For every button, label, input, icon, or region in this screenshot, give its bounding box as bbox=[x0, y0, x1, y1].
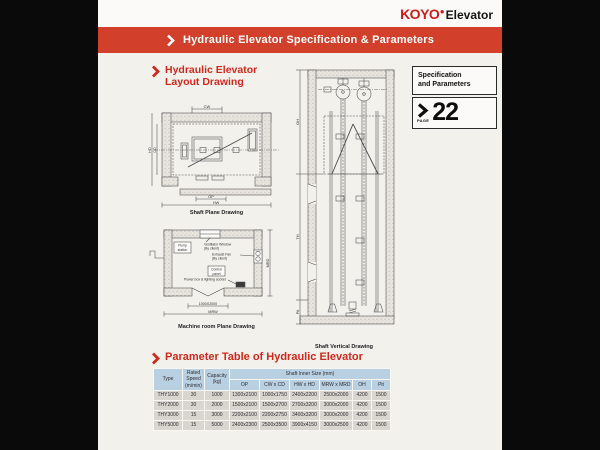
chevron-right-icon bbox=[166, 34, 175, 47]
cell-hwhd: 2700x3200 bbox=[290, 401, 319, 410]
col-header-speed: Rated Speed (m/min) bbox=[183, 369, 204, 390]
ventilator-label-1: Ventilator Window bbox=[204, 242, 232, 247]
page-number: 22 bbox=[432, 98, 459, 127]
table-row bbox=[154, 421, 390, 430]
shaft-vertical-figure bbox=[288, 66, 400, 342]
dim-oh-label: OH bbox=[294, 119, 300, 125]
cell-op: 1300x2100 bbox=[230, 391, 259, 400]
cell-capacity: 3000 bbox=[205, 411, 229, 420]
banner-title: Hydraulic Elevator Specification & Parameters bbox=[182, 34, 435, 46]
cell-oh: 4200 bbox=[353, 401, 371, 410]
page-label: PAGE bbox=[417, 117, 430, 123]
col-header-capacity: Capacity (kg) bbox=[205, 369, 229, 390]
dim-op-label: OP bbox=[208, 194, 214, 199]
logo-suffix-text: Elevator bbox=[445, 8, 493, 22]
cell-pit: 1500 bbox=[372, 391, 390, 400]
cell-pit: 1500 bbox=[372, 421, 390, 430]
shaft-vertical-drawing bbox=[288, 66, 400, 350]
parameter-table bbox=[153, 368, 391, 431]
dim-mrd-label: MRD bbox=[266, 258, 270, 268]
dim-mrw-label: MRW bbox=[208, 309, 218, 314]
page-chevron-icon bbox=[417, 103, 429, 118]
cell-capacity: 1000 bbox=[205, 391, 229, 400]
cell-mrwmrd: 2500x2000 bbox=[320, 391, 352, 400]
shaft-plane-drawing bbox=[148, 103, 285, 216]
spec-box-line1: Specification bbox=[418, 72, 462, 79]
cell-op: 2400x2300 bbox=[230, 421, 259, 430]
col-header-op: OP bbox=[230, 380, 259, 390]
dim-cw-label: CW bbox=[203, 103, 211, 109]
section-arrow-icon bbox=[151, 352, 160, 365]
cell-speed: 30 bbox=[183, 401, 204, 410]
cell-oh: 4200 bbox=[353, 421, 371, 430]
cell-cwcd: 2500x3500 bbox=[260, 421, 289, 430]
cell-op: 1500x2100 bbox=[230, 401, 259, 410]
col-header-type: Type bbox=[154, 369, 182, 390]
control-panel-label-2: panel bbox=[212, 271, 221, 276]
cell-op: 2200x2100 bbox=[230, 411, 259, 420]
exhaust-fan-label-1: Exhaust Fan bbox=[212, 252, 232, 257]
power-box-label: Power box & lighting socket bbox=[184, 277, 226, 282]
cell-capacity: 2000 bbox=[205, 401, 229, 410]
spec-box-line2: and Parameters bbox=[418, 81, 471, 89]
ventilator-label-2: (By client) bbox=[204, 246, 220, 251]
layout-title-line2: Layout Drawing bbox=[165, 76, 244, 89]
col-header-hwhd: HW x HD bbox=[290, 380, 319, 390]
logo-strip bbox=[98, 0, 502, 27]
shaft-plane-figure bbox=[148, 103, 285, 208]
logo-brand-text: KOYO bbox=[400, 6, 440, 22]
cell-speed: 30 bbox=[183, 391, 204, 400]
cell-type: THY2000 bbox=[154, 401, 182, 410]
dim-cd-label: CD bbox=[153, 147, 158, 153]
col-header-cwcd: CW x CD bbox=[260, 380, 289, 390]
dim-1000x2000-label: 1000X2000 bbox=[198, 301, 218, 306]
cell-pit: 1500 bbox=[372, 401, 390, 410]
pump-station-label-2: station bbox=[177, 247, 188, 252]
cell-cwcd: 1500x2700 bbox=[260, 401, 289, 410]
table-row bbox=[154, 401, 390, 410]
col-header-group: Shaft Inner Size (mm) bbox=[230, 369, 390, 379]
cell-cwcd: 1000x1750 bbox=[260, 391, 289, 400]
exhaust-fan-label-2: (By client) bbox=[212, 256, 228, 261]
dim-hd-label: HD bbox=[148, 147, 152, 153]
cell-type: THY5000 bbox=[154, 421, 182, 430]
cell-type: THY3000 bbox=[154, 411, 182, 420]
section-arrow-icon bbox=[151, 65, 160, 78]
control-panel-label-1: Control bbox=[211, 267, 222, 272]
parameter-table-title bbox=[151, 351, 363, 365]
logo-dot-icon: ● bbox=[439, 7, 445, 16]
shaft-vertical-caption: Shaft Vertical Drawing bbox=[314, 344, 374, 350]
cell-mrwmrd: 3000x2500 bbox=[320, 421, 352, 430]
cell-hwhd: 3400x3200 bbox=[290, 411, 319, 420]
koyo-logo bbox=[400, 6, 493, 22]
col-header-mrwmrd: MRW x MRD bbox=[320, 380, 352, 390]
dim-pit-label: Pit bbox=[294, 309, 300, 315]
cell-hwhd: 2400x2200 bbox=[290, 391, 319, 400]
col-header-oh: OH bbox=[353, 380, 371, 390]
param-title-text: Parameter Table of Hydraulic Elevator bbox=[165, 351, 363, 363]
cell-cwcd: 2200x2750 bbox=[260, 411, 289, 420]
shaft-plane-caption: Shaft Plane Drawing bbox=[189, 210, 244, 216]
col-header-pit: Pit bbox=[372, 380, 390, 390]
cell-pit: 1500 bbox=[372, 411, 390, 420]
pump-station-label-1: Pump bbox=[178, 243, 187, 248]
cell-oh: 4200 bbox=[353, 411, 371, 420]
table-row bbox=[154, 391, 390, 400]
catalog-page bbox=[98, 0, 502, 450]
dim-th-label: TH bbox=[294, 234, 300, 240]
dim-hw-label: HW bbox=[212, 200, 220, 205]
cell-speed: 15 bbox=[183, 411, 204, 420]
layout-title-line1: Hydraulic Elevator bbox=[165, 64, 258, 76]
cell-hwhd: 3900x4150 bbox=[290, 421, 319, 430]
cell-oh: 4200 bbox=[353, 391, 371, 400]
page-banner bbox=[98, 27, 502, 53]
machine-room-caption: Machine room Plane Drawing bbox=[178, 324, 255, 330]
cell-mrwmrd: 3000x2000 bbox=[320, 411, 352, 420]
layout-drawing-title bbox=[151, 64, 257, 89]
cell-type: THY1000 bbox=[154, 391, 182, 400]
machine-room-figure bbox=[148, 226, 285, 322]
spec-page-box bbox=[412, 66, 497, 129]
machine-room-drawing bbox=[148, 226, 285, 330]
cell-capacity: 5000 bbox=[205, 421, 229, 430]
cell-mrwmrd: 3000x2000 bbox=[320, 401, 352, 410]
table-row bbox=[154, 411, 390, 420]
cell-speed: 15 bbox=[183, 421, 204, 430]
